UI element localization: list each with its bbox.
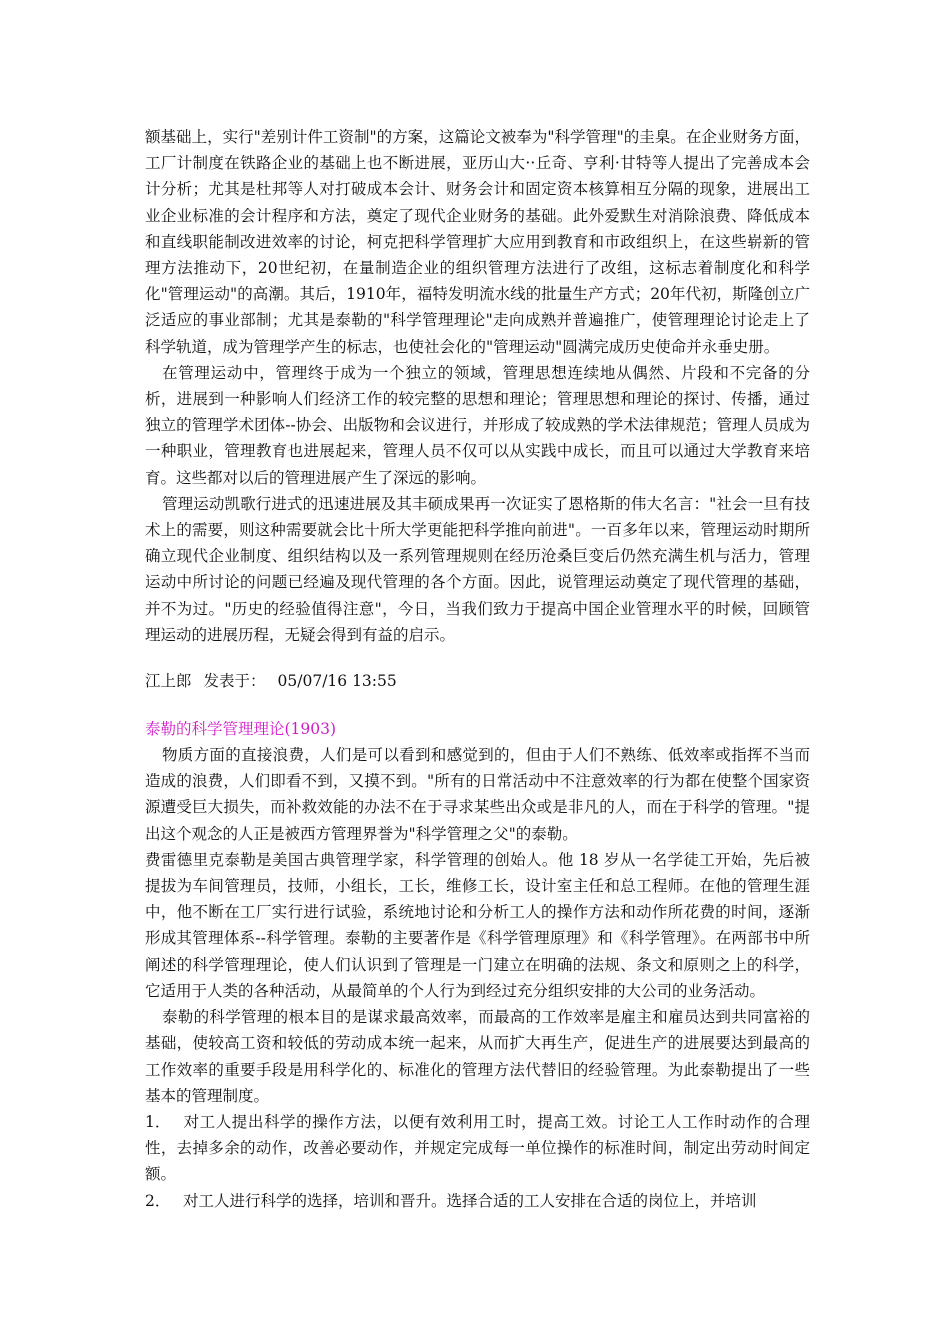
body-paragraph: 泰勒的科学管理的根本目的是谋求最高效率，而最高的工作效率是雇主和雇员达到共同富裕的基础，使较高工资和较低的劳动成本统一起来，从而扩大再生产，促进生产的进展要达到最高的工作效率的重要手段是用科学化的、标准化的管理方法代替旧的经验管理。为此泰勒提出了一些基本的管理制度。 bbox=[145, 1008, 810, 1105]
body-paragraph: 管理运动凯歌行进式的迅速进展及其丰硕成果再一次证实了恩格斯的伟大名言："社会一旦有技术上的需要，则这种需要就会比十所大学更能把科学推向前进"。一百多年以来，管理运动时期所确立现代企业制度、组织结构以及一系列管理规则在经历沧桑巨变后仍然充满生机与活力，管理运动中所讨论的问题已经遍及现代管理的各个方面。因此，说管理运动奠定了现代管理的基础，并不为过。"历史的经验值得注意"，今日，当我们致力于提高中国企业管理水平的时候，回顾管理运动的进展历程，无疑会得到有益的启示。 bbox=[145, 494, 810, 644]
body-paragraph: 物质方面的直接浪费，人们是可以看到和感觉到的，但由于人们不熟练、低效率或指挥不当而造成的浪费，人们即看不到，又摸不到。"所有的日常活动中不注意效率的行为都在使整个国家资源遭受巨大损失，而补救效能的办法不在于寻求某些出众或是非凡的人，而在于科学的管理。"提出这个观念的人正是被西方管理界誉为"科学管理之父"的泰勒。 bbox=[145, 746, 810, 843]
post-meta bbox=[145, 668, 810, 694]
body-paragraph: 在管理运动中，管理终于成为一个独立的领域，管理思想连续地从偶然、片段和不完备的分析，进展到一种影响人们经济工作的较完整的思想和理论；管理思想和理论的探讨、传播，通过独立的管理学术团体--协会、出版物和会议进行，并形成了较成熟的学术法律规范；管理人员成为一种职业，管理教育也进展起来，管理人员不仅可以从实践中成长，而且可以通过大学教育来培育。这些都对以后的管理进展产生了深远的影响。 bbox=[145, 363, 810, 487]
section-title[interactable]: 泰勒的科学管理理论(1903) bbox=[145, 720, 337, 739]
list-item-number: 2． bbox=[145, 1191, 171, 1210]
body-paragraph: 额基础上，实行"差别计件工资制"的方案，这篇论文被奉为"科学管理"的圭臬。在企业财务方面，工厂计制度在铁路企业的基础上也不断进展，亚历山大··丘奇、亨利·甘特等人提出了完善成本会计分析；尤其是杜邦等人对打破成本会计、财务会计和固定资本核算相互分隔的现象，进展出工业企业标准的会计程序和方法，奠定了现代企业财务的基础。此外爱默生对消除浪费、降低成本和直线职能制改进效率的讨论，柯克把科学管理扩大应用到教育和市政组织上，在这些崭新的管理方法推动下，20世纪初，在量制造企业的组织管理方法进行了改组，这标志着制度化和科学化"管理运动"的高潮。其后，1910年，福特发明流水线的批量生产方式；20年代初，斯隆创立广泛适应的事业部制；尤其是泰勒的"科学管理理论"走向成熟并普遍推广，使管理理论讨论走上了科学轨道，成为管理学产生的标志，也使社会化的"管理运动"圆满完成历史使命并永垂史册。 bbox=[145, 128, 810, 356]
post-author: 江上郎 bbox=[145, 672, 192, 691]
post-datetime: 05/07/16 13:55 bbox=[277, 672, 397, 691]
list-item-number: 1． bbox=[145, 1112, 171, 1131]
list-item-text: 对工人进行科学的选择，培训和晋升。选择合适的工人安排在合适的岗位上，并培训 bbox=[183, 1191, 757, 1210]
list-item bbox=[145, 1109, 810, 1188]
body-paragraph: 费雷德里克泰勒是美国古典管理学家，科学管理的创始人。他 18 岁从一名学徒工开始，先后被提拔为车间管理员，技师，小组长，工长，维修工长，设计室主任和总工程师。在他的管理生涯中，他不断在工厂实行进行试验，系统地讨论和分析工人的操作方法和动作所花费的时间，逐渐形成其管理体系--科学管理。泰勒的主要著作是《科学管理原理》和《科学管理》。在两部书中所阐述的科学管理理论，使人们认识到了管理是一门建立在明确的法规、条文和原则之上的科学，它适用于人类的各种活动，从最简单的个人行为到经过充分组织安排的大公司的业务活动。 bbox=[145, 850, 810, 1000]
posted-label: 发表于： bbox=[203, 672, 266, 691]
document-page bbox=[145, 124, 810, 1214]
list-item-text: 对工人提出科学的操作方法，以便有效利用工时，提高工效。讨论工人工作时动作的合理性，去掉多余的动作，改善必要动作，并规定完成每一单位操作的标准时间，制定出劳动时间定额。 bbox=[145, 1112, 810, 1184]
list-item bbox=[145, 1188, 810, 1214]
